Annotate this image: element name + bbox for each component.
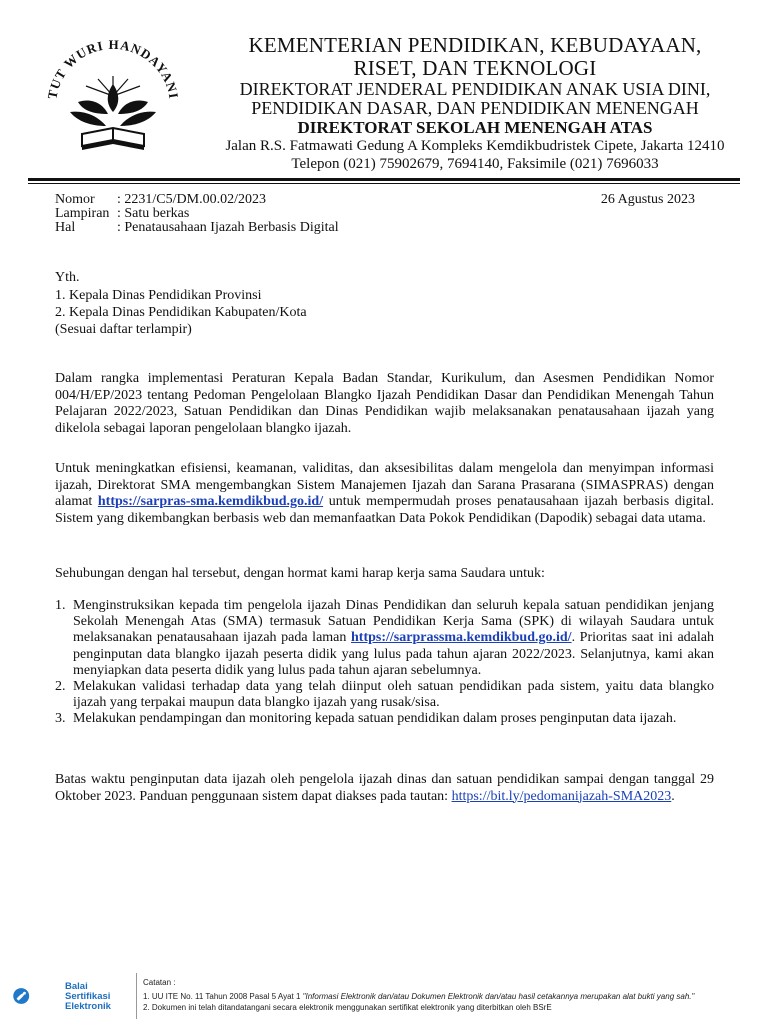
lampiran-value: : Satu berkas xyxy=(117,206,190,221)
ministry-line-2: RISET, DAN TEKNOLOGI xyxy=(353,56,597,80)
footer-note-1-quote: "Informasi Elektronik dan/atau Dokumen Elektronik dan/atau hasil cetakannya merupakan alat bukti yang sah." xyxy=(302,992,695,1001)
list-item xyxy=(55,598,714,679)
hal-value: : Penatausahaan Ijazah Berbasis Digital xyxy=(117,220,339,235)
letterhead-rule-thin xyxy=(28,183,740,184)
footer-catatan-label: Catatan : xyxy=(143,978,176,987)
dirjen-line-1: DIREKTORAT JENDERAL PENDIDIKAN ANAK USIA DINI, xyxy=(239,79,711,99)
footer-note-1 xyxy=(143,992,694,1002)
pedoman-link[interactable]: https://bit.ly/pedomanijazah-SMA2023 xyxy=(451,788,672,804)
directorate-name: DIREKTORAT SEKOLAH MENENGAH ATAS xyxy=(297,118,653,137)
list-item-number: 2. xyxy=(55,679,66,695)
nomor-value: : 2231/C5/DM.00.02/2023 xyxy=(117,192,266,207)
ministry-line-1: KEMENTERIAN PENDIDIKAN, KEBUDAYAAN, xyxy=(248,33,702,57)
footer-note-1-prefix: 1. UU ITE No. 11 Tahun 2008 Pasal 5 Ayat 1 xyxy=(143,992,303,1001)
footer-note-2: 2. Dokumen ini telah ditandatangani secara elektronik menggunakan sertifikat elektronik yang diterbitkan oleh BSrE xyxy=(143,1003,552,1012)
bsre-line-2: Sertifikasi xyxy=(65,991,111,1002)
list-item-number: 1. xyxy=(55,598,66,613)
bsre-name xyxy=(65,982,111,1012)
paragraph-2-text-a: Untuk meningkatkan efisiensi, keamanan, validitas, dan aksesibilitas dalam mengelola dan menyimpan informasi ijazah, Direktorat SMA mengembangkan Sistem Manajemen Ijazah dan Sarana Prasarana (SIMASPRAS) dengan alamat xyxy=(55,461,714,509)
simaspras-link[interactable]: https://sarpras-sma.kemdikbud.go.id/ xyxy=(97,494,324,509)
bsre-line-1: Balai xyxy=(65,981,88,992)
letter-date: 26 Agustus 2023 xyxy=(600,192,695,207)
list-item-text: Melakukan validasi terhadap data yang telah diinput oleh satuan pendidikan pada sistem, yaitu data blangko ijazah yang terpakai maupun data blangko ijazah yang rusak/sisa. xyxy=(73,679,714,711)
paragraph-2 xyxy=(55,461,714,527)
list-item-text-b: . Prioritas saat ini adalah penginputan data blangko ijazah peserta didik yang lulus pada tahun ajaran 2022/2023. Selanjutnya, kami akan menyiapkan data peserta didik yang lulus pada tahun ajaran sebelumnya. xyxy=(73,630,714,678)
list-item-text-a: Menginstruksikan kepada tim pengelola ijazah Dinas Pendidikan dan seluruh kepala satuan pendidikan jenjang Sekolah Menengah Atas (SMA) termasuk Satuan Pendidikan Kerja Sama (SPK) di wilayah Saudara untuk melaksanakan penatausahaan ijazah pada laman xyxy=(73,598,714,646)
bsre-logo xyxy=(10,976,66,1016)
list-item xyxy=(55,711,714,727)
recipient-1: 1. Kepala Dinas Pendidikan Provinsi xyxy=(55,288,262,303)
letterhead-rule-thick xyxy=(28,178,740,181)
tut-wuri-handayani-logo xyxy=(18,34,208,164)
paragraph-4-text-b: . xyxy=(671,788,675,804)
instruction-list xyxy=(55,598,714,728)
list-item-text: Melakukan pendampingan dan monitoring kepada satuan pendidikan dalam proses penginputan data ijazah. xyxy=(73,711,677,727)
salutation: Yth. xyxy=(55,270,80,285)
meta-hal xyxy=(55,220,339,236)
bsre-line-3: Elektronik xyxy=(65,1001,111,1012)
logo-text: TUT WURI HANDAYANI xyxy=(44,36,182,101)
footer-divider xyxy=(136,973,137,1019)
paragraph-4 xyxy=(55,772,714,805)
phone-fax: Telepon (021) 75902679, 7694140, Faksimile (021) 7696033 xyxy=(291,156,659,172)
list-item-number: 3. xyxy=(55,711,66,727)
nomor-label: Nomor xyxy=(55,192,95,207)
paragraph-2-text-b: untuk mempermudah proses penatausahaan ijazah berbasis digital. Sistem yang dikembangkan berbasis web dan memanfaatkan Data Pokok Pendidikan (Dapodik) sebagai data utama. xyxy=(55,494,714,526)
address: Jalan R.S. Fatmawati Gedung A Kompleks Kemdikbudristek Cipete, Jakarta 12410 xyxy=(225,138,725,154)
sarprassma-link[interactable]: https://sarprassma.kemdikbud.go.id/ xyxy=(351,630,572,646)
dirjen-line-2: PENDIDIKAN DASAR, DAN PENDIDIKAN MENENGAH xyxy=(251,98,699,118)
letterhead xyxy=(215,34,735,173)
hal-label: Hal xyxy=(55,220,76,235)
paragraph-3: Sehubungan dengan hal tersebut, dengan hormat kami harap kerja sama Saudara untuk: xyxy=(55,566,545,581)
lampiran-label: Lampiran xyxy=(55,206,110,221)
paragraph-1: Dalam rangka implementasi Peraturan Kepala Badan Standar, Kurikulum, dan Asesmen Pendidikan Nomor 004/H/EP/2023 tentang Pedoman Pengelolaan Blangko Ijazah Pendidikan Dasar dan Pendidikan Menengah Tahun Pelajaran 2022/2023, Satuan Pendidikan dan Dinas Pendidikan wajib melaksanakan penatausahaan ijazah yang dikelola sebagai laporan pengelolaan blangko ijazah. xyxy=(55,371,714,436)
recipient-2: 2. Kepala Dinas Pendidikan Kabupaten/Kota xyxy=(55,305,307,320)
recipient-note: (Sesuai daftar terlampir) xyxy=(55,322,192,337)
list-item xyxy=(55,679,714,711)
paragraph-4-text-a: Batas waktu penginputan data ijazah oleh pengelola ijazah dinas dan satuan pendidikan sampai dengan tanggal 29 Oktober 2023. Panduan penggunaan sistem dapat diakses pada tautan: xyxy=(55,772,714,804)
